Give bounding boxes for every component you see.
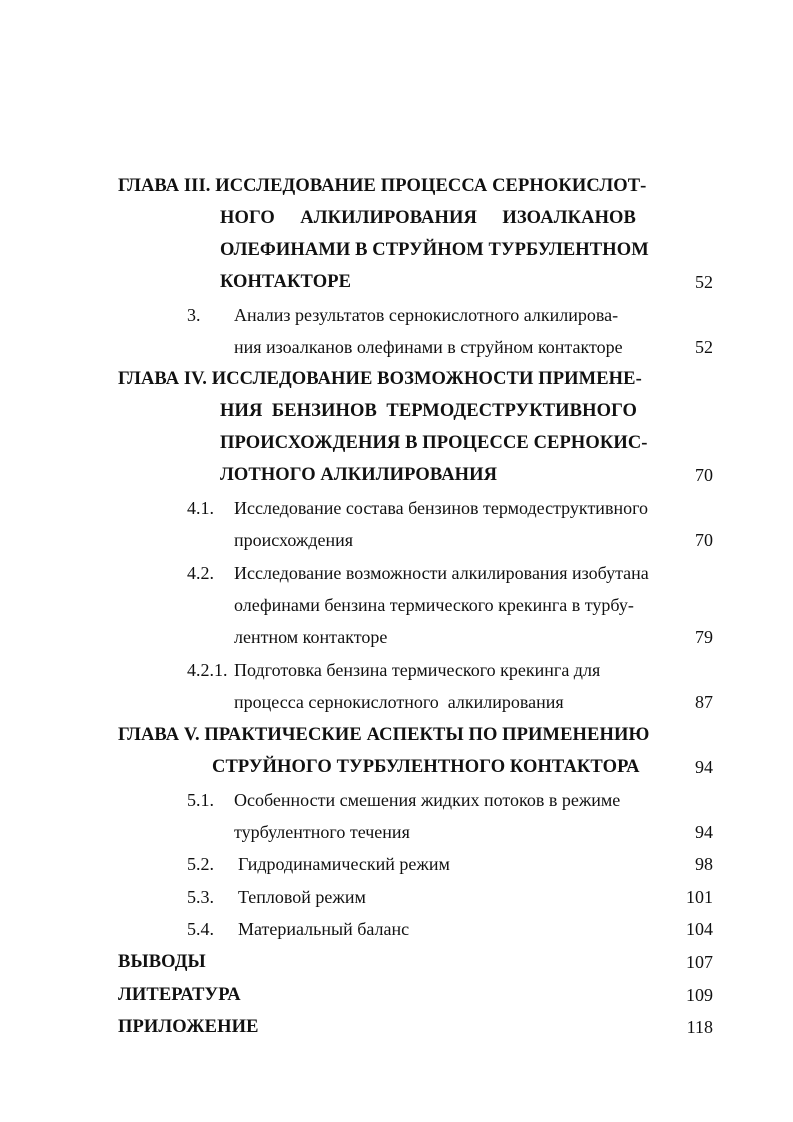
literature-page: 109 — [686, 985, 713, 1005]
section-5-2-title: Гидродинамический режим — [238, 854, 450, 874]
section-4-1-title-line-1: Исследование состава бензинов термодеструктивного — [234, 498, 649, 518]
chapter-3-title-line-2 — [220, 208, 636, 228]
section-5-3-title: Тепловой режим — [238, 887, 366, 907]
section-3-number: 3. — [187, 305, 201, 325]
chapter-5-page: 94 — [695, 757, 713, 777]
chapter-4-title-line-2: НИЯ БЕНЗИНОВ ТЕРМОДЕСТРУКТИВНОГО — [220, 401, 637, 421]
conclusions-title: ВЫВОДЫ — [118, 952, 206, 972]
chapter-3-word-2: АЛКИЛИРОВАНИЯ — [300, 208, 477, 228]
appendix-page: 118 — [686, 1017, 713, 1037]
chapter-4-page: 70 — [695, 465, 713, 485]
section-4-2-title-line-1: Исследование возможности алкилирования изобутана — [234, 563, 649, 583]
section-4-2-1-number: 4.2.1. — [187, 660, 228, 680]
section-4-2-title-line-2: олефинами бензина термического крекинга в турбу- — [234, 595, 634, 615]
section-5-3-number: 5.3. — [187, 887, 214, 907]
section-4-2-1-title-line-1: Подготовка бензина термического крекинга для — [234, 660, 601, 680]
section-5-2-page: 98 — [695, 854, 713, 874]
chapter-4-title-line-3: ПРОИСХОЖДЕНИЯ В ПРОЦЕССЕ СЕРНОКИС- — [220, 433, 648, 453]
section-5-2-number: 5.2. — [187, 854, 214, 874]
section-5-4-page: 104 — [686, 919, 713, 939]
section-4-1-title-line-2: происхождения — [234, 530, 354, 550]
section-3-title-line-2: ния изоалканов олефинами в струйном контакторе — [234, 337, 623, 357]
section-4-2-1-page: 87 — [695, 692, 713, 712]
section-5-3-page: 101 — [686, 887, 713, 907]
section-5-4-number: 5.4. — [187, 919, 214, 939]
section-4-2-number: 4.2. — [187, 563, 214, 583]
section-4-2-page: 79 — [695, 627, 713, 647]
appendix-title: ПРИЛОЖЕНИЕ — [118, 1017, 259, 1037]
section-4-2-1-title-line-2: процесса сернокислотного алкилирования — [234, 692, 564, 712]
section-4-1-number: 4.1. — [187, 498, 214, 518]
chapter-5-title-line-2: СТРУЙНОГО ТУРБУЛЕНТНОГО КОНТАКТОРА — [212, 757, 640, 777]
chapter-3-title-line-1: ГЛАВА III. ИССЛЕДОВАНИЕ ПРОЦЕССА СЕРНОКИСЛОТ- — [118, 176, 647, 196]
literature-title: ЛИТЕРАТУРА — [118, 985, 241, 1005]
section-3-title-line-1: Анализ результатов сернокислотного алкилирова- — [234, 305, 619, 325]
section-5-4-title: Материальный баланс — [238, 919, 410, 939]
chapter-3-page: 52 — [695, 272, 713, 292]
conclusions-page: 107 — [686, 952, 713, 972]
chapter-3-word-3: ИЗОАЛКАНОВ — [502, 208, 636, 228]
chapter-3-title-line-4: КОНТАКТОРЕ — [220, 272, 352, 292]
chapter-3-title-line-3: ОЛЕФИНАМИ В СТРУЙНОМ ТУРБУЛЕНТНОМ — [220, 240, 649, 260]
section-5-1-number: 5.1. — [187, 790, 214, 810]
section-5-1-title-line-2: турбулентного течения — [234, 822, 410, 842]
chapter-4-title-line-4: ЛОТНОГО АЛКИЛИРОВАНИЯ — [220, 465, 498, 485]
section-5-1-page: 94 — [695, 822, 713, 842]
chapter-3-word-1: НОГО — [220, 208, 275, 228]
chapter-4-title-line-1: ГЛАВА IV. ИССЛЕДОВАНИЕ ВОЗМОЖНОСТИ ПРИМЕНЕ- — [118, 369, 642, 389]
section-4-2-title-line-3: лентном контакторе — [234, 627, 388, 647]
section-4-1-page: 70 — [695, 530, 713, 550]
section-3-page: 52 — [695, 337, 713, 357]
chapter-5-title-line-1: ГЛАВА V. ПРАКТИЧЕСКИЕ АСПЕКТЫ ПО ПРИМЕНЕНИЮ — [118, 725, 650, 745]
section-5-1-title-line-1: Особенности смешения жидких потоков в режиме — [234, 790, 621, 810]
